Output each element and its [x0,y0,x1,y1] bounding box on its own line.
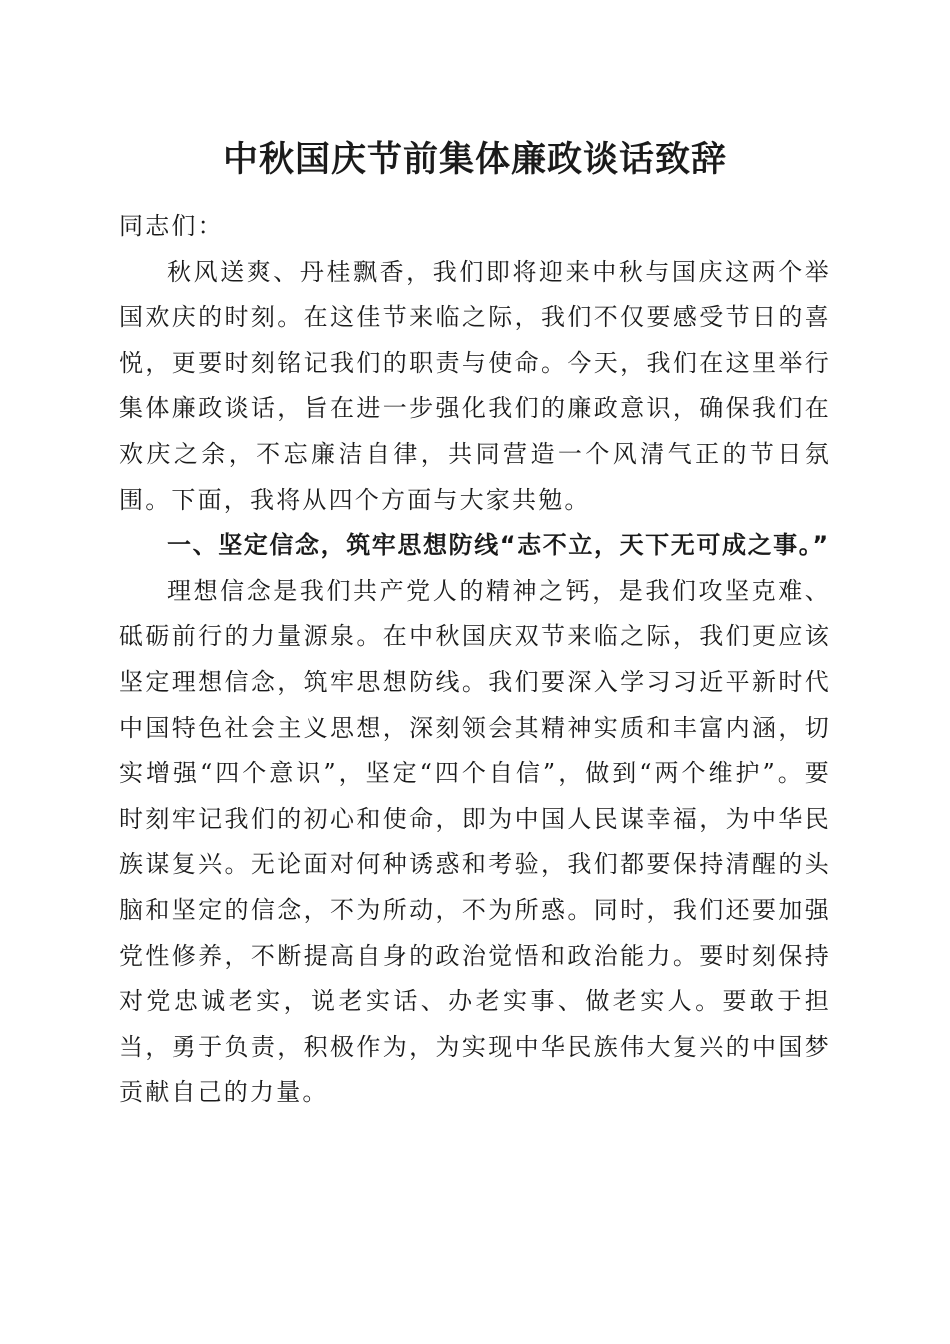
document-title: 中秋国庆节前集体廉政谈话致辞 [222,139,727,180]
intro-paragraph: 秋风送爽、丹桂飘香，我们即将迎来中秋与国庆这两个举国欢庆的时刻。在这佳节来临之际，我们不仅要感受节日的喜悦，更要时刻铭记我们的职责与使命。今天，我们在这里举行集体廉政谈话，旨在进一步强化我们的廉政意识，确保我们在欢庆之余，不忘廉洁自律，共同营造一个风清气正的节日氛围。下面，我将从四个方面与大家共勉。 [119,257,831,514]
document-body [119,204,831,1116]
section-1-paragraph: 理想信念是我们共产党人的精神之钙，是我们攻坚克难、砥砺前行的力量源泉。在中秋国庆双节来临之际，我们更应该坚定理想信念，筑牢思想防线。我们要深入学习习近平新时代中国特色社会主义思想，深刻领会其精神实质和丰富内涵，切实增强“四个意识”，坚定“四个自信”，做到“两个维护”。要时刻牢记我们的初心和使命，即为中国人民谋幸福，为中华民族谋复兴。无论面对何种诱惑和考验，我们都要保持清醒的头脑和坚定的信念，不为所动，不为所惑。同时，我们还要加强党性修养，不断提高自身的政治觉悟和政治能力。要时刻保持对党忠诚老实，说老实话、办老实事、做老实人。要敢于担当，勇于负责，积极作为，为实现中华民族伟大复兴的中国梦贡献自己的力量。 [119,576,831,1107]
salutation: 同志们： [119,212,224,240]
section-1-heading: 一、坚定信念，筑牢思想防线“志不立，天下无可成之事。” [167,531,830,560]
